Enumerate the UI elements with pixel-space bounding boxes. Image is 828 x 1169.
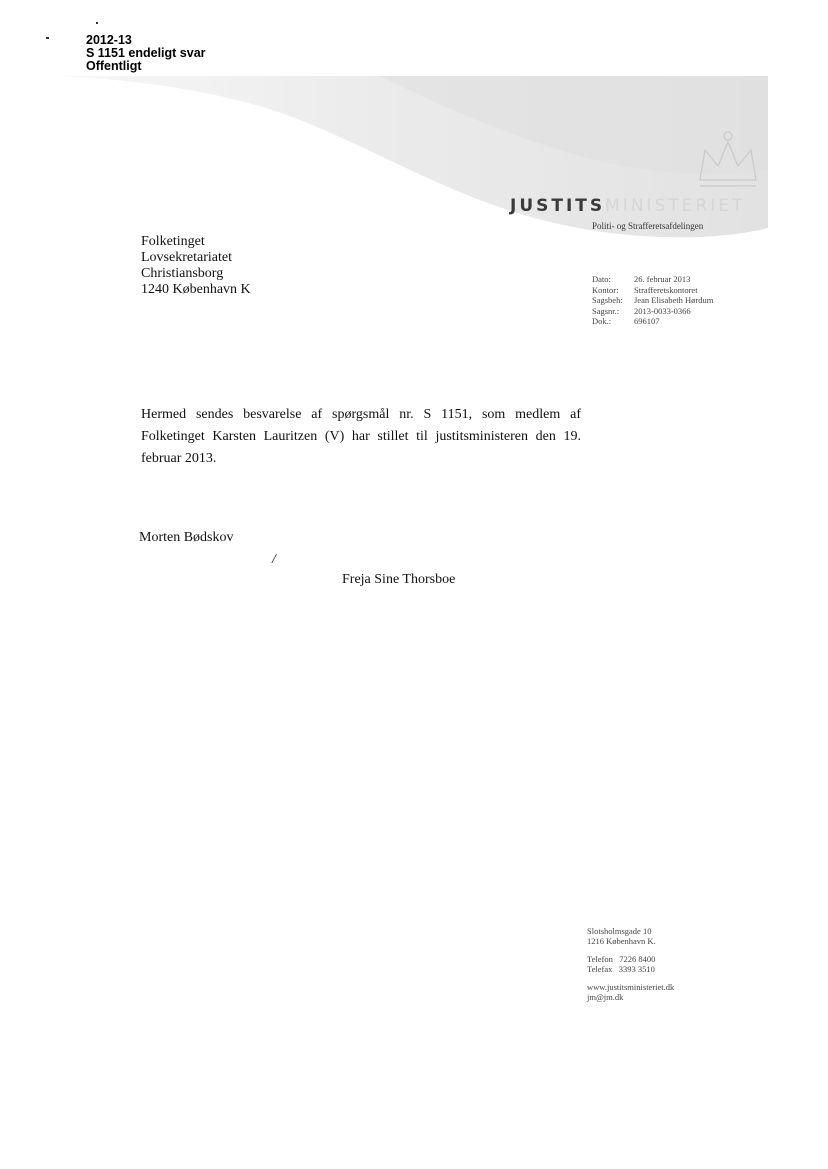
logo-justits: JUSTITS bbox=[510, 196, 606, 216]
recipient-address bbox=[141, 234, 251, 298]
letter-body: Hermed sendes besvarelse af spørgsmål nr. S 1151, som medlem af Folketinget Karsten Lauritzen (V) har stillet til justitsministeren den 19. februar 2013. bbox=[141, 407, 581, 466]
stamp-question: S 1151 endeligt svar bbox=[86, 46, 206, 60]
logo-ministeriet: MINISTERIET bbox=[605, 196, 746, 216]
address-line: Folketinget bbox=[141, 234, 205, 249]
meta-label: Sagsbeh: bbox=[592, 295, 623, 305]
footer-website: www.justitsministeriet.dk bbox=[587, 982, 675, 992]
footer-phone-label: Telefon bbox=[587, 954, 613, 964]
meta-value: Jean Elisabeth Hørdum bbox=[634, 295, 714, 305]
stamp-status: Offentligt bbox=[86, 59, 142, 73]
stamp-session: 2012-13 bbox=[86, 33, 132, 47]
signature-official: Freja Sine Thorsboe bbox=[342, 572, 456, 587]
meta-value: 26. februar 2013 bbox=[634, 274, 691, 284]
address-line: Lovsekretariatet bbox=[141, 250, 232, 265]
address-line: Christiansborg bbox=[141, 266, 224, 281]
scan-speck bbox=[46, 37, 49, 39]
letterhead-banner bbox=[0, 70, 828, 260]
meta-value: Strafferetskontoret bbox=[634, 284, 698, 295]
footer-fax: 3393 3510 bbox=[618, 964, 655, 974]
meta-row bbox=[592, 295, 713, 306]
address-line: 1240 København K bbox=[141, 282, 251, 297]
meta-row bbox=[592, 274, 713, 285]
document-stamp bbox=[86, 34, 206, 73]
signature-minister: Morten Bødskov bbox=[139, 530, 234, 545]
footer-phone: 7226 8400 bbox=[619, 954, 656, 964]
meta-value: 2013-0033-0366 bbox=[634, 305, 691, 316]
signature-separator: / bbox=[272, 552, 276, 567]
meta-label: Kontor: bbox=[592, 284, 619, 295]
meta-label: Sagsnr.: bbox=[592, 305, 620, 316]
meta-row bbox=[592, 285, 713, 296]
meta-label: Dato: bbox=[592, 274, 611, 284]
ministry-logo bbox=[510, 196, 745, 216]
ministry-contact-footer bbox=[587, 926, 674, 1010]
footer-city: 1216 København K. bbox=[587, 936, 656, 946]
footer-street: Slotsholmsgade 10 bbox=[587, 926, 652, 936]
meta-value: 696107 bbox=[634, 316, 660, 326]
scan-speck bbox=[96, 22, 98, 24]
footer-email: jm@jm.dk bbox=[587, 992, 624, 1002]
meta-row bbox=[592, 316, 713, 327]
meta-row bbox=[592, 306, 713, 317]
case-metadata bbox=[592, 274, 713, 327]
department-name: Politi- og Strafferetsafdelingen bbox=[592, 221, 704, 231]
meta-label: Dok.: bbox=[592, 316, 612, 326]
footer-fax-label: Telefax bbox=[587, 964, 613, 974]
